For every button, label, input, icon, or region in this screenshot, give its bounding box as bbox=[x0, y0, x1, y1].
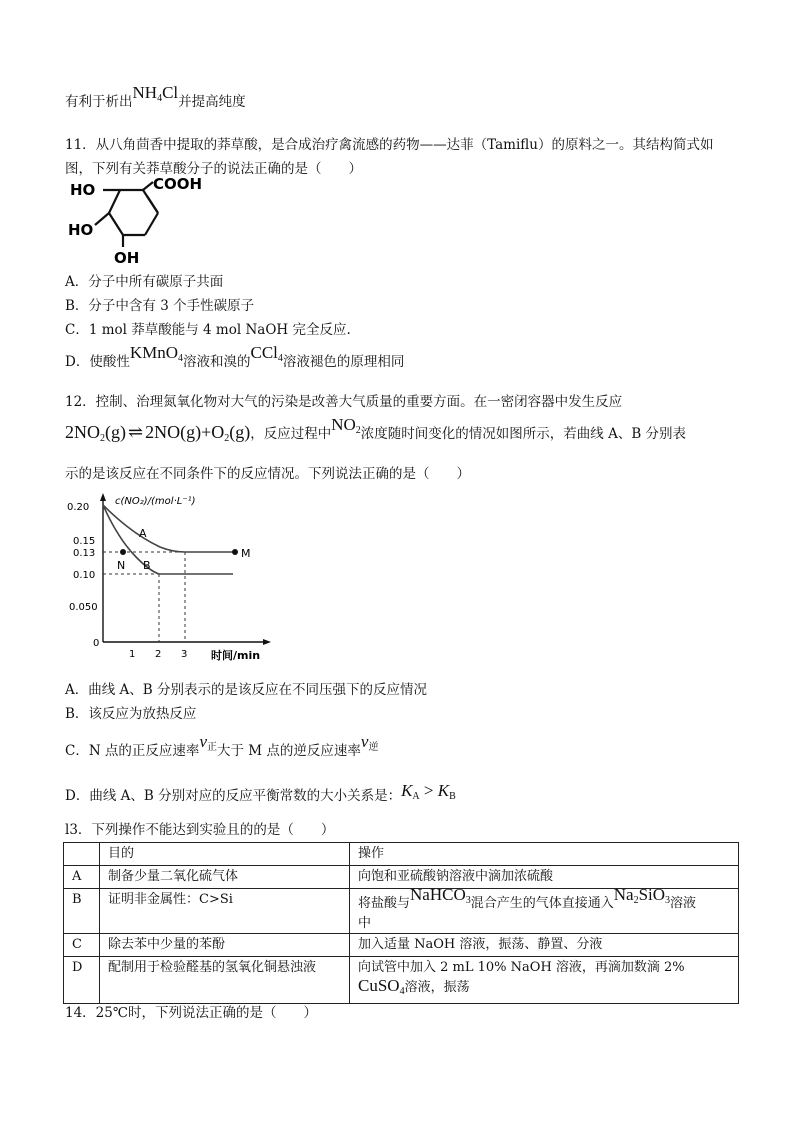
row-key: A bbox=[64, 866, 100, 889]
q11-option-d: D．使酸性KMnO$_4$溶液和溴的CCl$_4$溶液褪色的原理相同 bbox=[65, 343, 405, 370]
mol-label-ho-top: HO bbox=[70, 181, 96, 199]
table-row bbox=[64, 889, 739, 934]
q12-option-a: A．曲线 A、B 分别表示的是该反应在不同压强下的反应情况 bbox=[65, 682, 428, 698]
row-key: D bbox=[64, 957, 100, 1004]
no2-formula: $NO_2$ bbox=[331, 415, 361, 436]
shikimic-acid-structure bbox=[65, 177, 205, 267]
q14-title: 14．25℃时，下列说法正确的是（ ） bbox=[65, 1005, 317, 1021]
row-operation: 将盐酸与NaHCO$_3$混合产生的气体直接通入$Na_2SiO_3$溶液 中 bbox=[350, 889, 739, 934]
point-n bbox=[120, 549, 126, 555]
q13-table bbox=[63, 842, 739, 1004]
ytick-0.13: 0.13 bbox=[73, 548, 96, 559]
q12-stem-line3: 示的是该反应在不同条件下的反应情况。下列说法正确的是（ ） bbox=[65, 466, 470, 482]
row-key: C bbox=[64, 934, 100, 957]
ytick-0: 0 bbox=[93, 638, 100, 649]
q11-option-c: C．1 mol 莽草酸能与 4 mol NaOH 完全反应. bbox=[65, 322, 351, 338]
intro-line: 有利于析出$NH_4Cl$并提高纯度 bbox=[65, 83, 246, 110]
row-purpose: 制备少量二氧化硫气体 bbox=[100, 866, 350, 889]
row-operation: 加入适量 NaOH 溶液，振荡、静置、分液 bbox=[350, 934, 739, 957]
xtick-3: 3 bbox=[181, 649, 188, 660]
q11-stem-line2: 图，下列有关莽草酸分子的说法正确的是（ ） bbox=[65, 161, 362, 177]
mol-label-cooh: COOH bbox=[153, 177, 203, 193]
table-header-cell: 目的 bbox=[100, 843, 350, 866]
q11-option-b: B．分子中含有 3 个手性碳原子 bbox=[65, 298, 255, 314]
ytick-0.15: 0.15 bbox=[73, 536, 96, 547]
q12-stem-line2: $2NO_2(g)$ ⇌ $2NO(g)+O_2(g)$，反应过程中$NO_2$浓度随时间变化的情况如图所示，若曲线 A、B 分别表 bbox=[65, 415, 687, 444]
table-header-cell bbox=[64, 843, 100, 866]
kmno4-formula: KMnO$_4$ bbox=[129, 343, 183, 364]
q12-option-d: D．曲线 A、B 分别对应的反应平衡常数的大小关系是：$K_A > K_B$ bbox=[65, 781, 456, 804]
curve-a bbox=[103, 505, 235, 552]
curve-b-label: B bbox=[143, 559, 151, 572]
table-row bbox=[64, 957, 739, 1004]
curve-a-label: A bbox=[139, 527, 147, 540]
xtick-1: 1 bbox=[129, 649, 136, 660]
row-purpose: 除去苯中少量的苯酚 bbox=[100, 934, 350, 957]
k-comparison: $K_A > K_B$ bbox=[401, 781, 456, 802]
nh4cl-formula: $NH_4Cl$ bbox=[132, 83, 179, 104]
row-operation: 向饱和亚硫酸钠溶液中滴加浓硫酸 bbox=[350, 866, 739, 889]
q12-option-b: B．该反应为放热反应 bbox=[65, 706, 197, 722]
ytick-0.20: 0.20 bbox=[67, 502, 90, 513]
q11-option-a: A．分子中所有碳原子共面 bbox=[65, 274, 224, 290]
graph-ylabel: c(NO₂)/(mol·L⁻¹) bbox=[115, 496, 196, 507]
mol-label-ho-mid: HO bbox=[68, 221, 94, 239]
graph-xlabel: 时间/min bbox=[211, 649, 261, 662]
row-purpose: 配制用于检验醛基的氢氧化铜悬浊液 bbox=[100, 957, 350, 1004]
point-m bbox=[232, 549, 238, 555]
point-m-label: M bbox=[241, 547, 251, 560]
q13-title: l3．下列操作不能达到实验且的的是（ ） bbox=[65, 822, 335, 838]
q12-option-c: C．N 点的正反应速率$v_正$大于 M 点的逆反应速率$v_逆$ bbox=[65, 732, 379, 759]
row-operation: 向试管中加入 2 mL 10% NaOH 溶液，再滴加数滴 2% CuSO$_4$溶液，振荡 bbox=[350, 957, 739, 1004]
point-n-label: N bbox=[117, 559, 126, 572]
ytick-0.050: 0.050 bbox=[69, 602, 98, 613]
q11-stem-line1: 11．从八角茴香中提取的莽草酸，是合成治疗禽流感的药物——达菲（Tamiflu）的原料之一。其结构简式如 bbox=[65, 137, 714, 153]
xtick-2: 2 bbox=[155, 649, 162, 660]
ytick-0.10: 0.10 bbox=[73, 570, 96, 581]
ccl4-formula: CCl$_4$ bbox=[250, 343, 283, 364]
intro-text: 有利于析出 bbox=[65, 94, 133, 110]
reaction-equation: $2NO_2(g)$ ⇌ $2NO(g)+O_2(g)$ bbox=[65, 422, 251, 444]
mol-label-oh-bottom: OH bbox=[114, 249, 140, 267]
q12-stem-line1: 12．控制、治理氮氧化物对大气的污染是改善大气质量的重要方面。在一密闭容器中发生反应 bbox=[65, 394, 623, 410]
row-key: B bbox=[64, 889, 100, 934]
no2-concentration-graph bbox=[65, 492, 275, 667]
table-header-cell: 操作 bbox=[350, 843, 739, 866]
table-header-row bbox=[64, 843, 739, 866]
row-purpose: 证明非金属性：C>Si bbox=[100, 889, 350, 934]
table-row bbox=[64, 934, 739, 957]
